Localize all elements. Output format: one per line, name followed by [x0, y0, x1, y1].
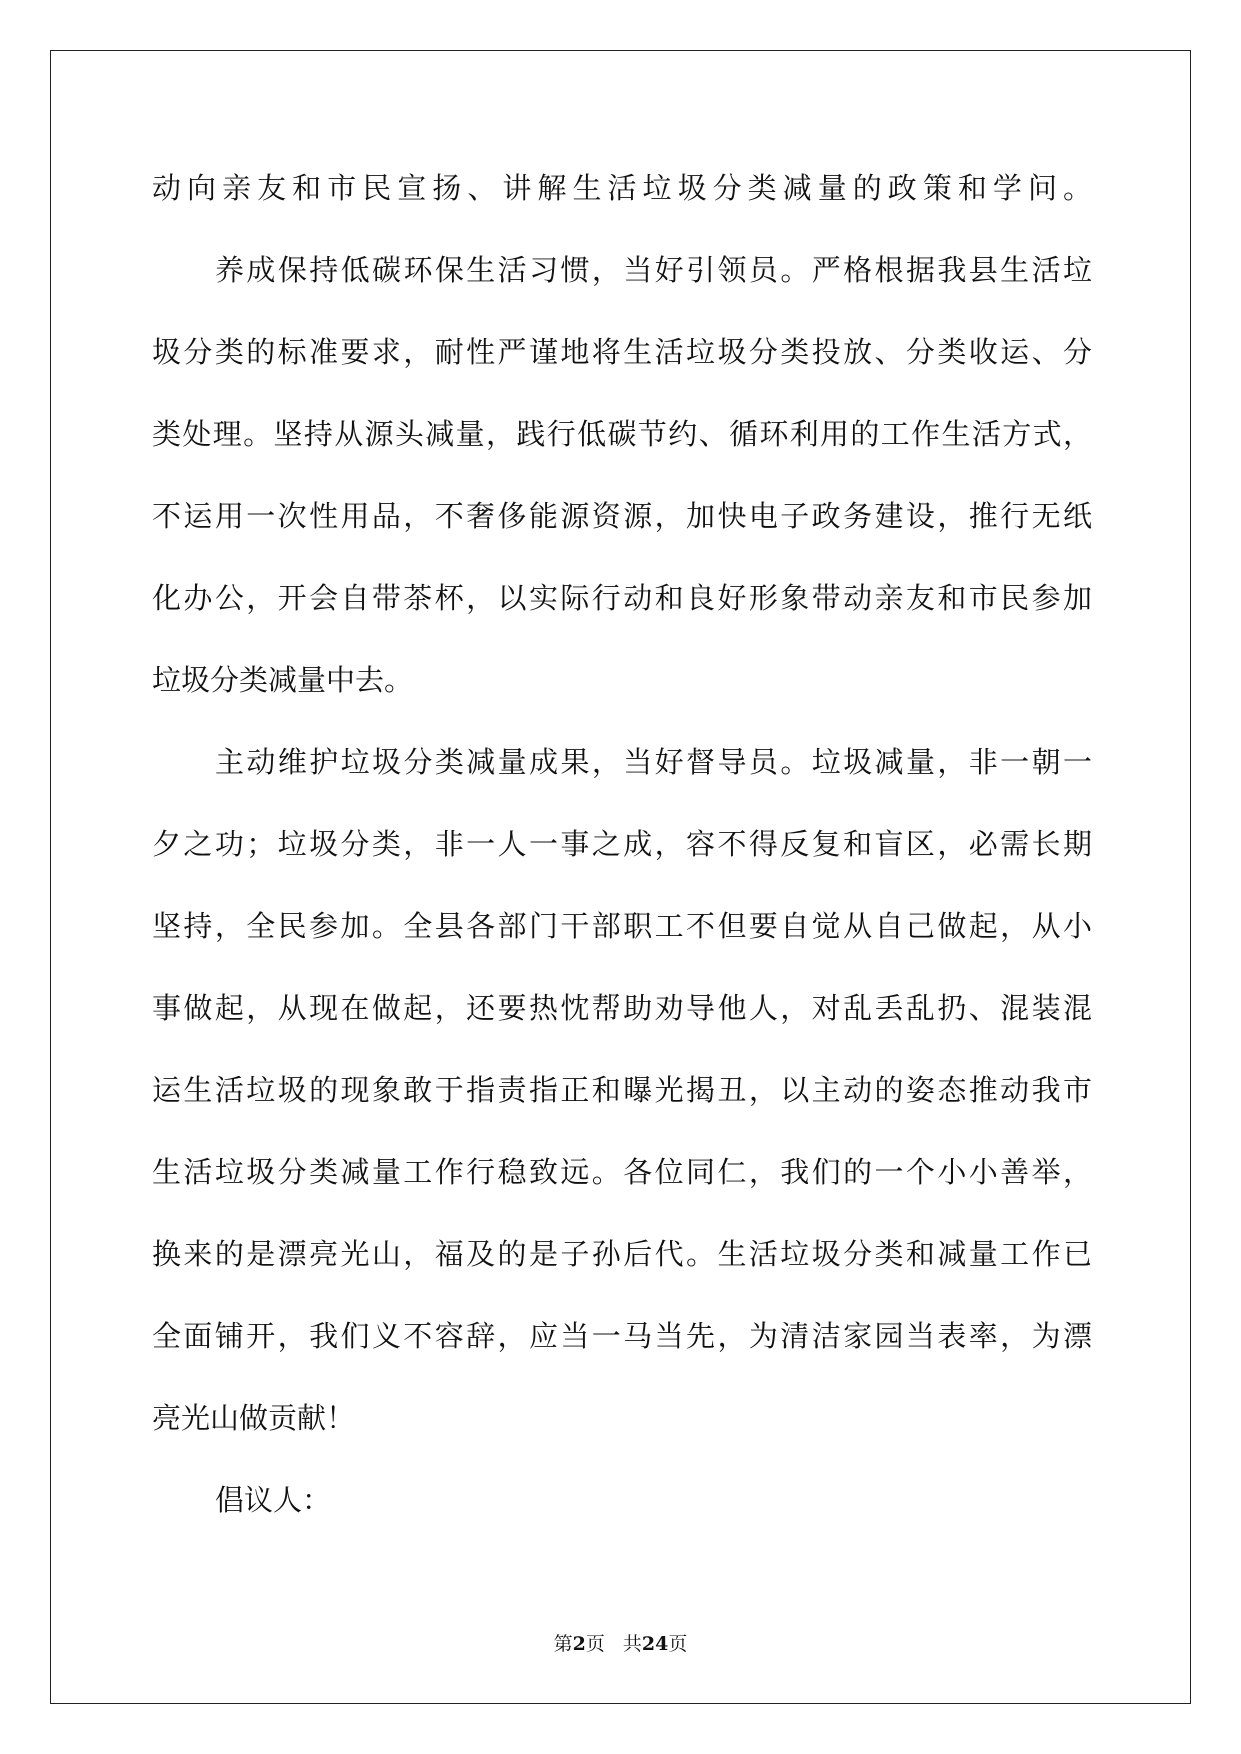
text-line: 圾分类的标准要求，耐性严谨地将生活垃圾分类投放、分类收运、分	[152, 335, 1092, 369]
text-line: 类处理。坚持从源头减量，践行低碳节约、循环利用的工作生活方式，	[152, 417, 1092, 451]
text-line: 全面铺开，我们义不容辞，应当一马当先，为清洁家园当表率，为漂	[152, 1319, 1092, 1353]
paragraph-start-line: 主动维护垃圾分类减量成果，当好督导员。垃圾减量，非一朝一	[215, 745, 1092, 779]
signature-label: 倡议人：	[215, 1483, 332, 1517]
paragraph-end-line: 亮光山做贡献！	[152, 1401, 356, 1435]
page-current: 2	[572, 1633, 586, 1655]
text-line: 事做起，从现在做起，还要热忱帮助劝导他人，对乱丢乱扔、混装混	[152, 991, 1092, 1025]
page-suffix: 页	[585, 1633, 605, 1655]
total-suffix: 页	[668, 1633, 688, 1655]
text-line: 不运用一次性用品，不奢侈能源资源，加快电子政务建设，推行无纸	[152, 499, 1092, 533]
paragraph-end-line: 垃圾分类减量中去。	[152, 663, 414, 697]
text-line: 生活垃圾分类减量工作行稳致远。各位同仁，我们的一个小小善举，	[152, 1155, 1092, 1189]
page-total: 24	[641, 1633, 669, 1655]
text-line: 换来的是漂亮光山，福及的是子孙后代。生活垃圾分类和减量工作已	[152, 1237, 1092, 1271]
document-body	[152, 166, 1092, 1560]
text-line: 化办公，开会自带茶杯，以实际行动和良好形象带动亲友和市民参加	[152, 581, 1092, 615]
text-line: 坚持，全民参加。全县各部门干部职工不但要自觉从自己做起，从小	[152, 909, 1092, 943]
text-line: 夕之功；垃圾分类，非一人一事之成，容不得反复和盲区，必需长期	[152, 827, 1092, 861]
page-prefix: 第	[553, 1633, 573, 1655]
page-footer	[0, 1629, 1241, 1656]
paragraph-start-line: 养成保持低碳环保生活习惯，当好引领员。严格根据我县生活垃	[215, 253, 1092, 287]
text-line: 动向亲友和市民宣扬、讲解生活垃圾分类减量的政策和学问。	[152, 171, 1092, 205]
total-prefix: 共	[622, 1633, 642, 1655]
text-line: 运生活垃圾的现象敢于指责指正和曝光揭丑，以主动的姿态推动我市	[152, 1073, 1092, 1107]
